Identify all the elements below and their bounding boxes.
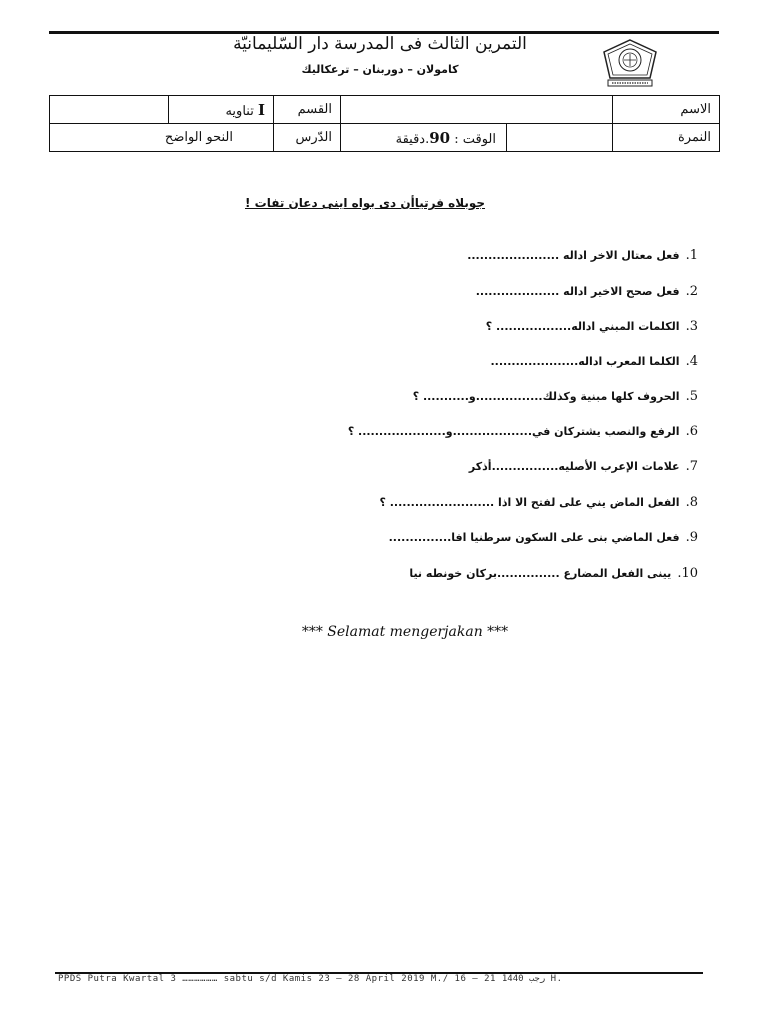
question-text: علامات الإعرب الأصليه................أذكر (468, 460, 680, 473)
question-number: 8. (685, 495, 698, 510)
question-text: الكلما المعرب اداله..................... (490, 355, 680, 368)
score-label: النمرة (613, 124, 720, 152)
question-item (409, 566, 698, 581)
question-number: 3. (685, 319, 698, 334)
question-number: 2. (685, 284, 698, 299)
time-cell (341, 124, 613, 152)
question-number: 6. (685, 424, 698, 439)
question-number: 4. (685, 354, 698, 369)
page-title: التمرين الثالث فى المدرسة دار السّليمانيّة (233, 34, 527, 54)
lesson-label: الدّرس (274, 124, 341, 152)
lesson-value: النحو الواضح (50, 124, 274, 152)
class-value: تناويه (225, 103, 254, 119)
question-item (389, 530, 698, 545)
question-text: يينى الفعل المضارع ...............بركان خونطه نيا (409, 567, 672, 580)
question-number: 5. (685, 389, 698, 404)
question-item (491, 354, 699, 369)
footer-text: PPDS Putra Kwartal 3 ……………… sabtu s/d Kamis 23 – 28 April 2019 M./ 16 – 21 رجب 1440 H. (58, 974, 563, 984)
question-number: 7. (685, 459, 698, 474)
name-label: الاسم (613, 96, 720, 124)
name-field[interactable] (341, 96, 613, 124)
question-number: 10. (677, 566, 698, 581)
class-label: القسم (274, 96, 341, 124)
time-unit: .دقيقة (395, 131, 430, 147)
time-info (386, 129, 506, 147)
question-number: 9. (685, 530, 698, 545)
page-subtitle: كامولان – دوربنان – ترعكاليك (301, 63, 459, 76)
question-text: الفعل الماض يني على لفتح الا اذا ......................... ؟ (379, 496, 680, 509)
question-text: الكلمات المبني اداله.................. ؟ (485, 320, 680, 333)
question-text: فعل معتال الاخر اداله ...................... (467, 249, 680, 262)
question-item (413, 389, 698, 404)
student-info-table (49, 95, 720, 152)
question-number: 1. (685, 248, 698, 263)
question-text: فعل الماضي بنى على السكون سرطنيا افا............... (388, 531, 680, 544)
time-number: 90 (429, 128, 451, 147)
question-item (476, 284, 698, 299)
closing-text: *** Selamat mengerjakan *** (301, 624, 509, 640)
question-item (469, 459, 698, 474)
score-field[interactable] (506, 124, 612, 151)
question-item (486, 319, 698, 334)
class-level: I (257, 100, 265, 119)
empty-cell (50, 96, 169, 124)
school-logo-icon (600, 38, 660, 88)
time-label: الوقت : (454, 131, 496, 147)
instruction-text: جوبلاه فرتياأن دى بواه اينى دعان تفات ! (244, 196, 486, 210)
question-text: الرفع والنصب يشتركان في...................و..................... ؟ (347, 425, 680, 438)
question-item (348, 424, 698, 439)
question-text: الحروف كلها مبنية وكذلك................و........... ؟ (412, 390, 680, 403)
question-text: فعل صحح الاخير اداله .................... (475, 285, 680, 298)
class-field (169, 96, 274, 124)
question-item (467, 248, 698, 263)
question-item (380, 495, 698, 510)
